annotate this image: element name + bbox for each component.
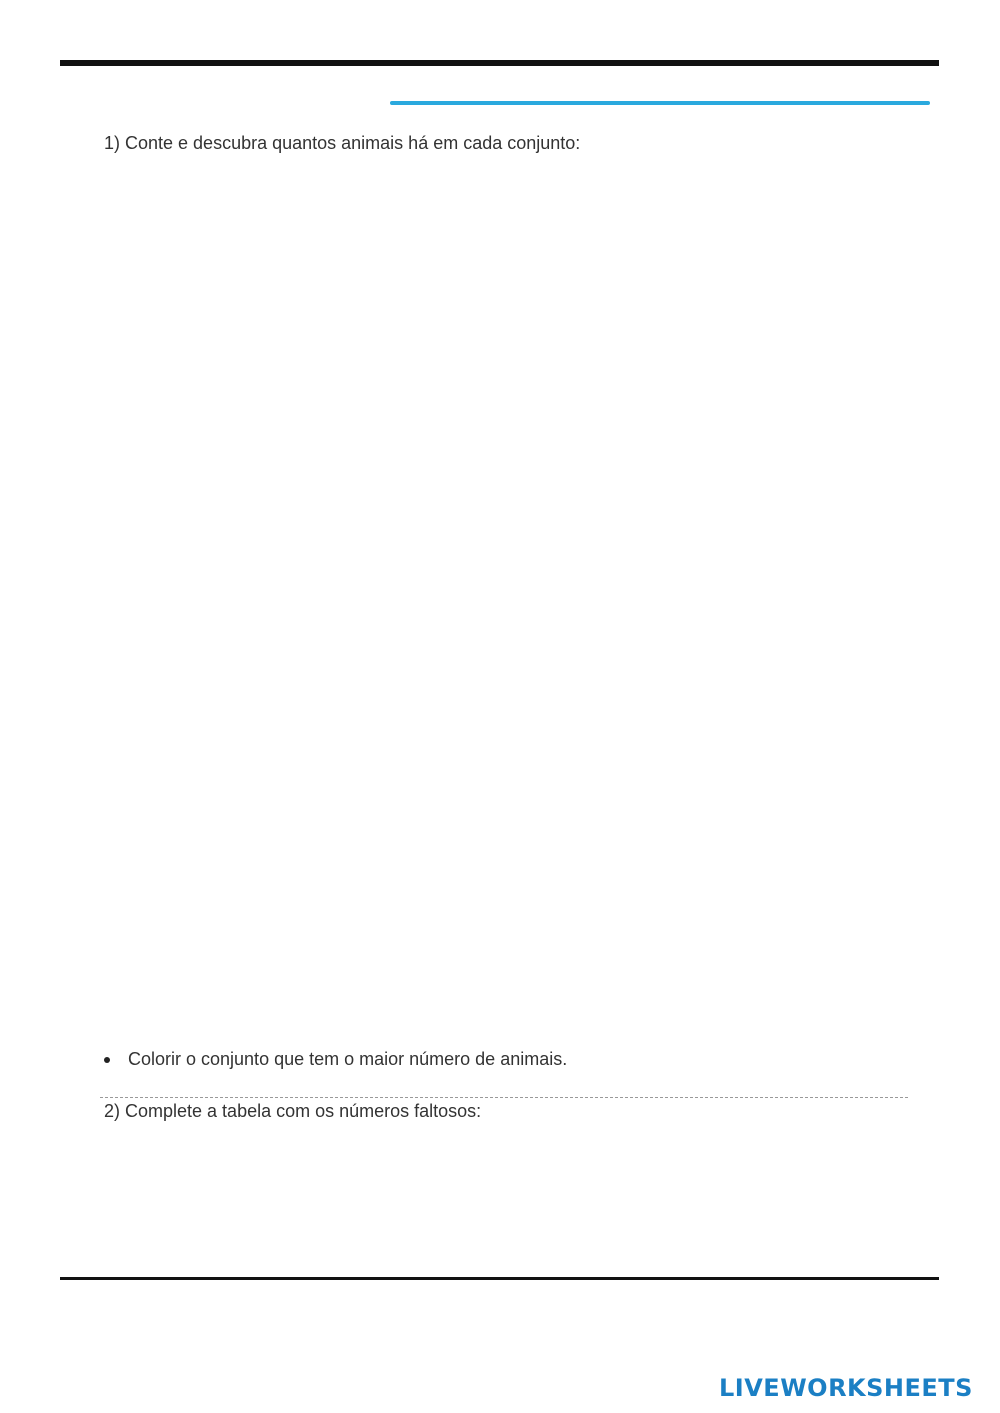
bottom-rule: [60, 1277, 939, 1280]
brand-text: LIVEWORKSHEETS: [719, 1374, 973, 1402]
instruction-item: [104, 1049, 567, 1070]
liveworksheets-logo-icon: [695, 1378, 715, 1398]
section-divider: [100, 1097, 908, 1098]
top-rule: [60, 60, 939, 66]
bullet-icon: [104, 1057, 110, 1063]
instruction-text: Colorir o conjunto que tem o maior número de animais.: [128, 1049, 568, 1069]
liveworksheets-brand: [695, 1374, 973, 1402]
question-1-prompt: 1) Conte e descubra quantos animais há em cada conjunto:: [104, 133, 581, 153]
question-2-prompt: 2) Complete a tabela com os números faltosos:: [104, 1101, 482, 1121]
title-accent-line: [390, 101, 930, 105]
